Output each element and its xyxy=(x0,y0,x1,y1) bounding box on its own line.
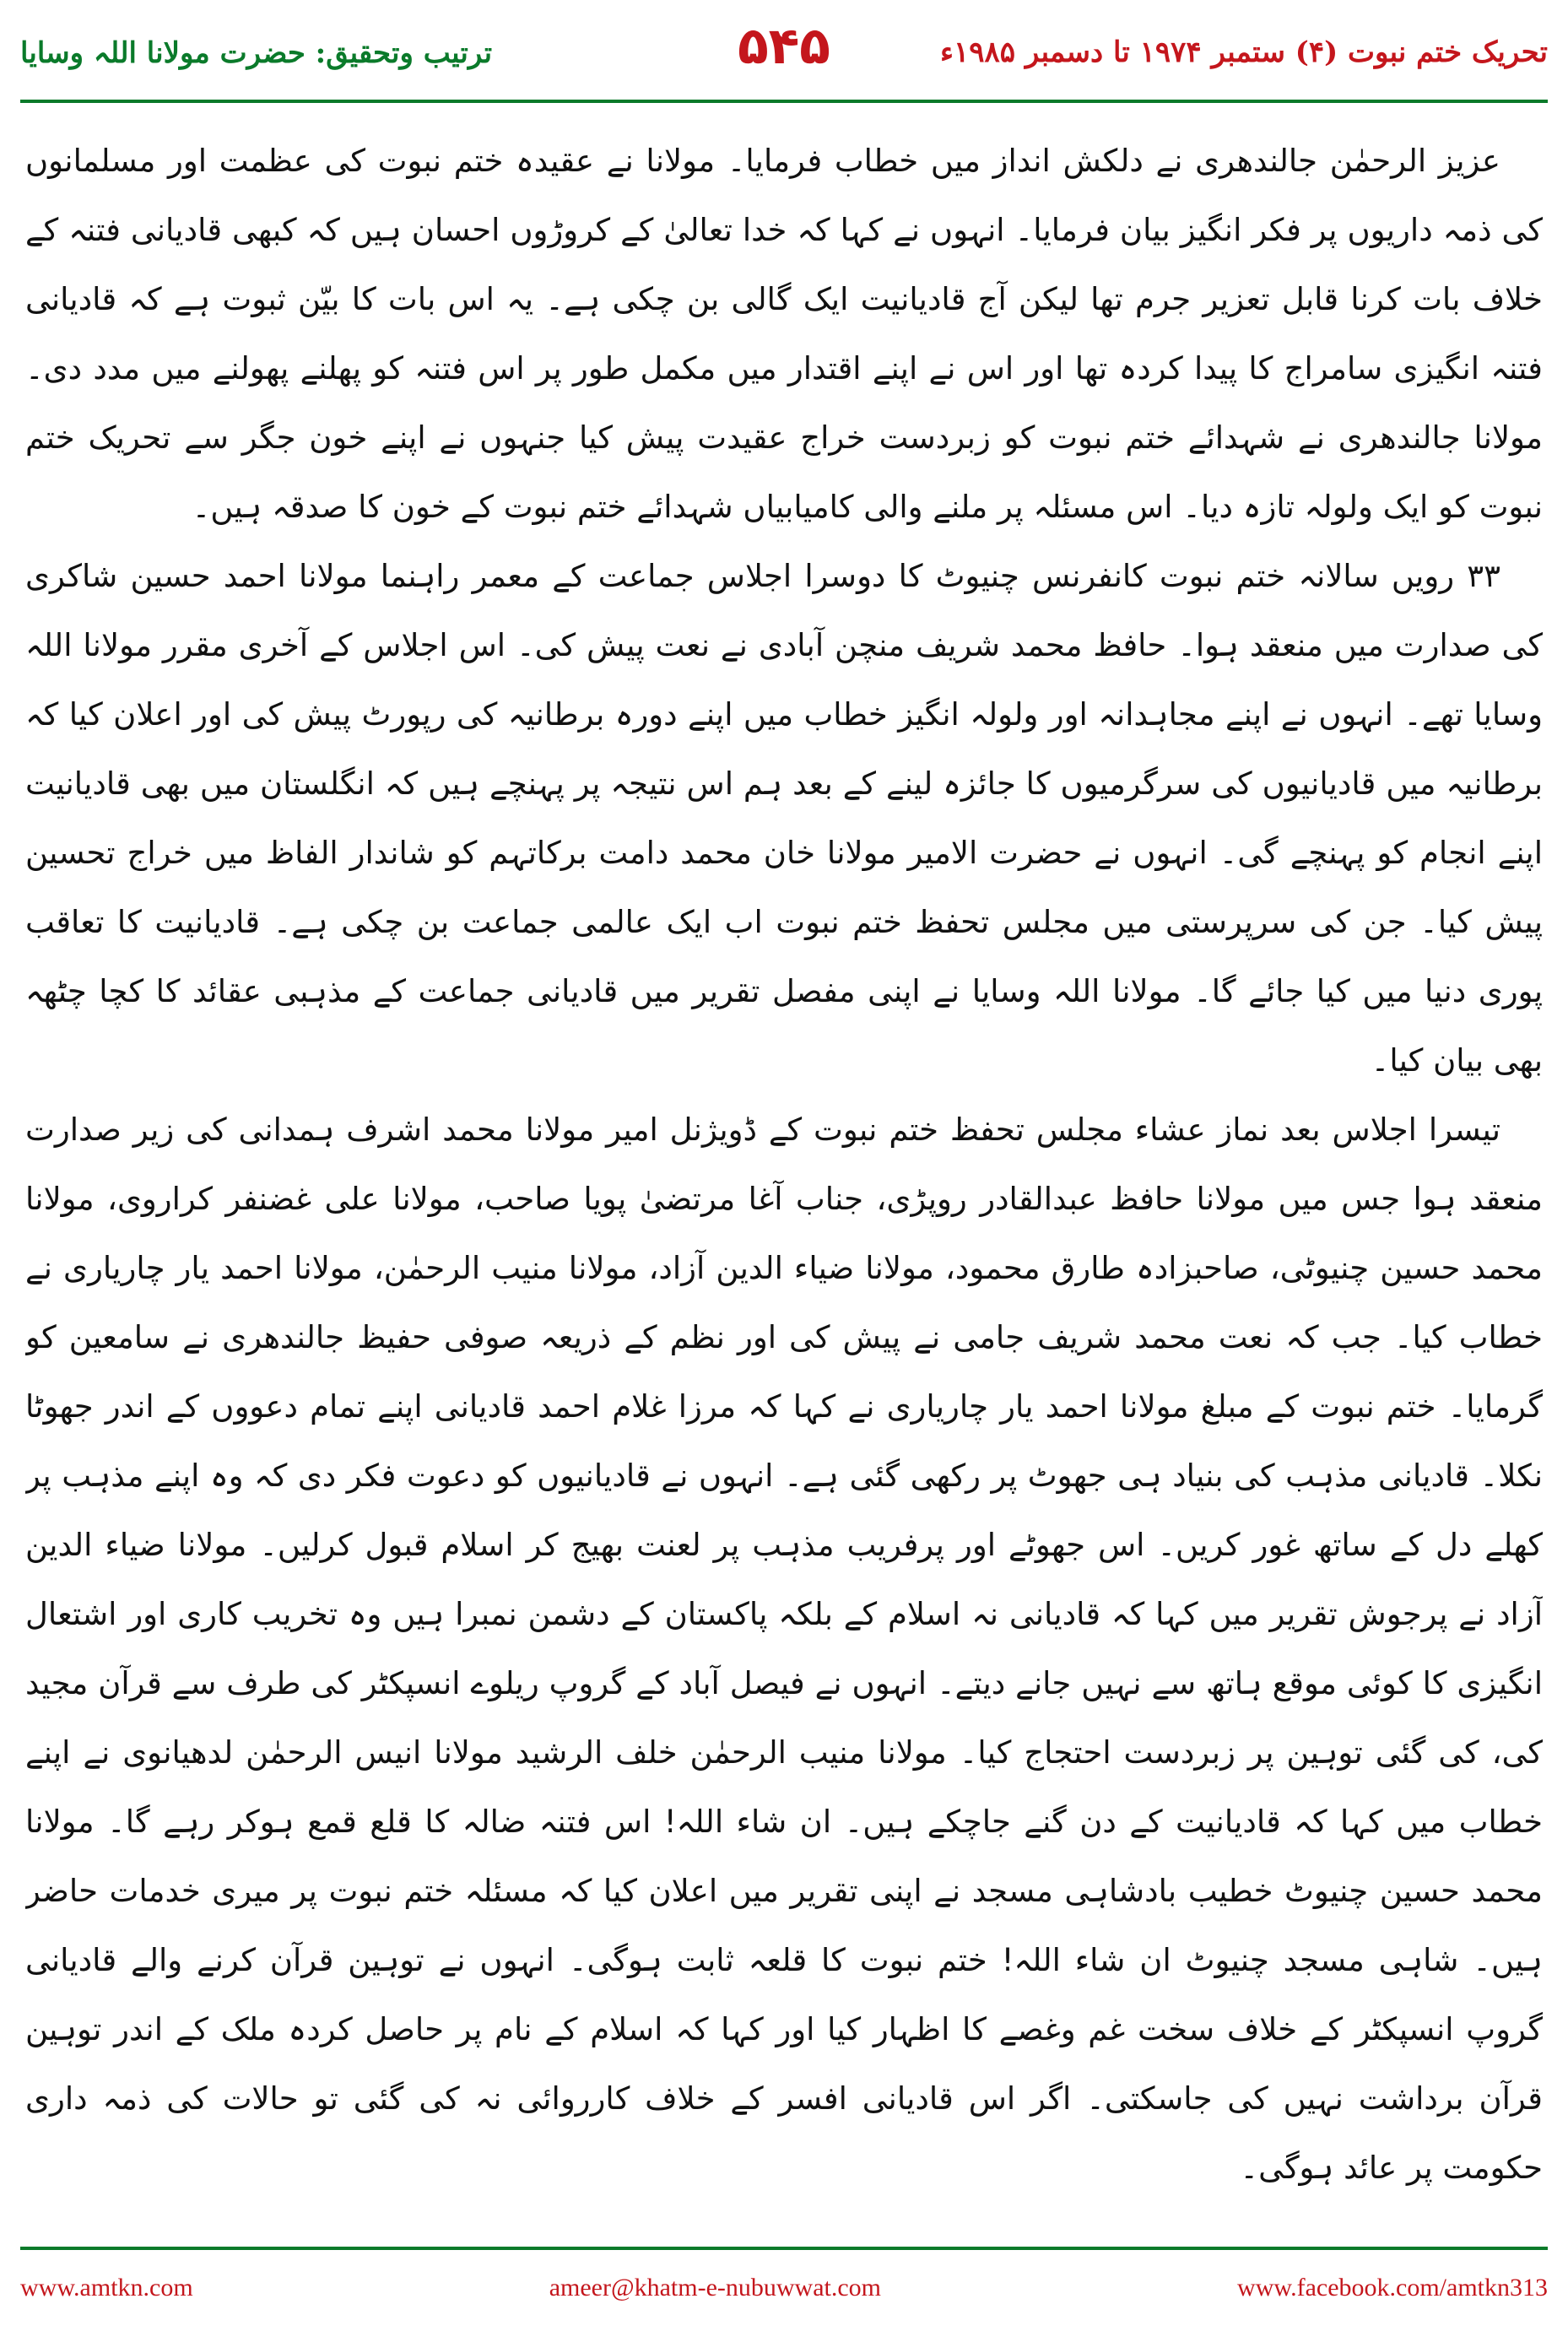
website-link[interactable]: www.amtkn.com xyxy=(20,2274,193,2301)
compiler-credit: ترتیب وتحقیق: حضرت مولانا اللہ وسایا xyxy=(20,36,493,70)
page-number: ۵۴۵ xyxy=(738,17,830,76)
paragraph: تیسرا اجلاس بعد نماز عشاء مجلس تحفظ ختم نبوت کے ڈویژنل امیر مولانا محمد اشرف ہمدانی کی زیر صدارت منعقد ہوا جس میں مولانا حافظ عبدالقادر روپڑی، جناب آغا مرتضیٰ پویا صاحب، مولانا علی غضنفر کراروی، مولانا محمد حسین چنیوٹی، صاحبزادہ طارق محمود، مولانا ضیاء الدین آزاد، مولانا منیب الرحمٰن، مولانا احمد یار چاریاری نے خطاب کیا۔ جب کہ نعت محمد شریف جامی نے پیش کی اور نظم کے ذریعہ صوفی حفیظ جالندھری نے سامعین کو گرمایا۔ ختم نبوت کے مبلغ مولانا احمد یار چاریاری نے کہا کہ مرزا غلام احمد قادیانی اپنے تمام دعووں کے اندر جھوٹا نکلا۔ قادیانی مذہب کی بنیاد ہی جھوٹ پر رکھی گئی ہے۔ انہوں نے قادیانیوں کو دعوت فکر دی کہ وہ اپنے مذہب پر کھلے دل کے ساتھ غور کریں۔ اس جھوٹے اور پرفریب مذہب پر لعنت بھیج کر اسلام قبول کرلیں۔ مولانا ضیاء الدین آزاد نے پرجوش تقریر میں کہا کہ قادیانی نہ اسلام کے بلکہ پاکستان کے دشمن نمبرا ہیں وہ تخریب کاری اور اشتعال انگیزی کا کوئی موقع ہاتھ سے نہیں جانے دیتے۔ انہوں نے فیصل آباد کے گروپ ریلوے انسپکٹر کی طرف سے قرآن مجید کی، کی گئی توہین پر زبردست احتجاج کیا۔ مولانا منیب الرحمٰن خلف الرشید مولانا انیس الرحمٰن لدھیانوی نے اپنے خطاب میں کہا کہ قادیانیت کے دن گنے جاچکے ہیں۔ ان شاء اللہ! اس فتنہ ضالہ کا قلع قمع ہوکر رہے گا۔ مولانا محمد حسین چنیوٹ خطیب بادشاہی مسجد نے اپنی تقریر میں اعلان کیا کہ مسئلہ ختم نبوت پر میری خدمات حاضر ہیں۔ شاہی مسجد چنیوٹ ان شاء اللہ! ختم نبوت کا قلعہ ثابت ہوگی۔ انہوں نے توہین قرآن کرنے والے قادیانی گروپ انسپکٹر کے خلاف سخت غم وغصے کا اظہار کیا اور کہا کہ اسلام کے نام پر حاصل کردہ ملک کے اندر توہین قرآن برداشت نہیں کی جاسکتی۔ اگر اس قادیانی افسر کے خلاف کارروائی نہ کی گئی تو حالات کی ذمہ داری حکومت پر عائد ہوگی۔ xyxy=(25,1112,1543,2186)
paragraph: ۳۳ رویں سالانہ ختم نبوت کانفرنس چنیوٹ کا دوسرا اجلاس جماعت کے معمر راہنما مولانا احمد حسین شاکری کی صدارت میں منعقد ہوا۔ حافظ محمد شریف منچن آبادی نے نعت پیش کی۔ اس اجلاس کے آخری مقرر مولانا اللہ وسایا تھے۔ انہوں نے اپنے مجاہدانہ اور ولولہ انگیز خطاب میں اپنے دورہ برطانیہ کی رپورٹ پیش کی اور اعلان کیا کہ برطانیہ میں قادیانیوں کی سرگرمیوں کا جائزہ لینے کے بعد ہم اس نتیجہ پر پہنچے ہیں کہ انگلستان میں بھی قادیانیت اپنے انجام کو پہنچے گی۔ انہوں نے حضرت الامیر مولانا خان محمد دامت برکاتہم کو شاندار الفاظ میں خراج تحسین پیش کیا۔ جن کی سرپرستی میں مجلس تحفظ ختم نبوت اب ایک عالمی جماعت بن چکی ہے۔ قادیانیت کا تعاقب پوری دنیا میں کیا جائے گا۔ مولانا اللہ وسایا نے اپنی مفصل تقریر میں قادیانی جماعت کے مذہبی عقائد کا کچا چٹھہ بھی بیان کیا۔ xyxy=(25,558,1543,1079)
page-body xyxy=(25,127,1543,2220)
page-header xyxy=(0,0,1568,110)
paragraph xyxy=(25,2203,1543,2220)
facebook-link[interactable]: www.facebook.com/amtkn313 xyxy=(1237,2274,1548,2301)
header-divider xyxy=(20,100,1548,103)
book-title: تحریک ختم نبوت (۴) ستمبر ۱۹۷۴ تا دسمبر ۱۹۸۵ء xyxy=(939,35,1548,69)
page-footer xyxy=(0,2247,1568,2342)
paragraph: عزیز الرحمٰن جالندھری نے دلکش انداز میں خطاب فرمایا۔ مولانا نے عقیدہ ختم نبوت کی عظمت اور مسلمانوں کی ذمہ داریوں پر فکر انگیز بیان فرمایا۔ انہوں نے کہا کہ خدا تعالیٰ کے کروڑوں احسان ہیں کہ کبھی قادیانی فتنہ کے خلاف بات کرنا قابل تعزیر جرم تھا لیکن آج قادیانیت ایک گالی بن چکی ہے۔ یہ اس بات کا بیّن ثبوت ہے کہ قادیانی فتنہ انگیزی سامراج کا پیدا کردہ تھا اور اس نے اپنے اقتدار میں مکمل طور پر اس فتنہ کو پھلنے پھولنے میں مدد دی۔ مولانا جالندھری نے شہدائے ختم نبوت کو زبردست خراج عقیدت پیش کیا جنہوں نے اپنے خون جگر سے تحریک ختم نبوت کو ایک ولولہ تازہ دیا۔ اس مسئلہ پر ملنے والی کامیابیاں شہدائے ختم نبوت کے خون کا صدقہ ہیں۔ xyxy=(25,143,1543,525)
email-link[interactable]: ameer@khatm-e-nubuwwat.com xyxy=(549,2274,882,2301)
footer-divider xyxy=(20,2247,1548,2250)
